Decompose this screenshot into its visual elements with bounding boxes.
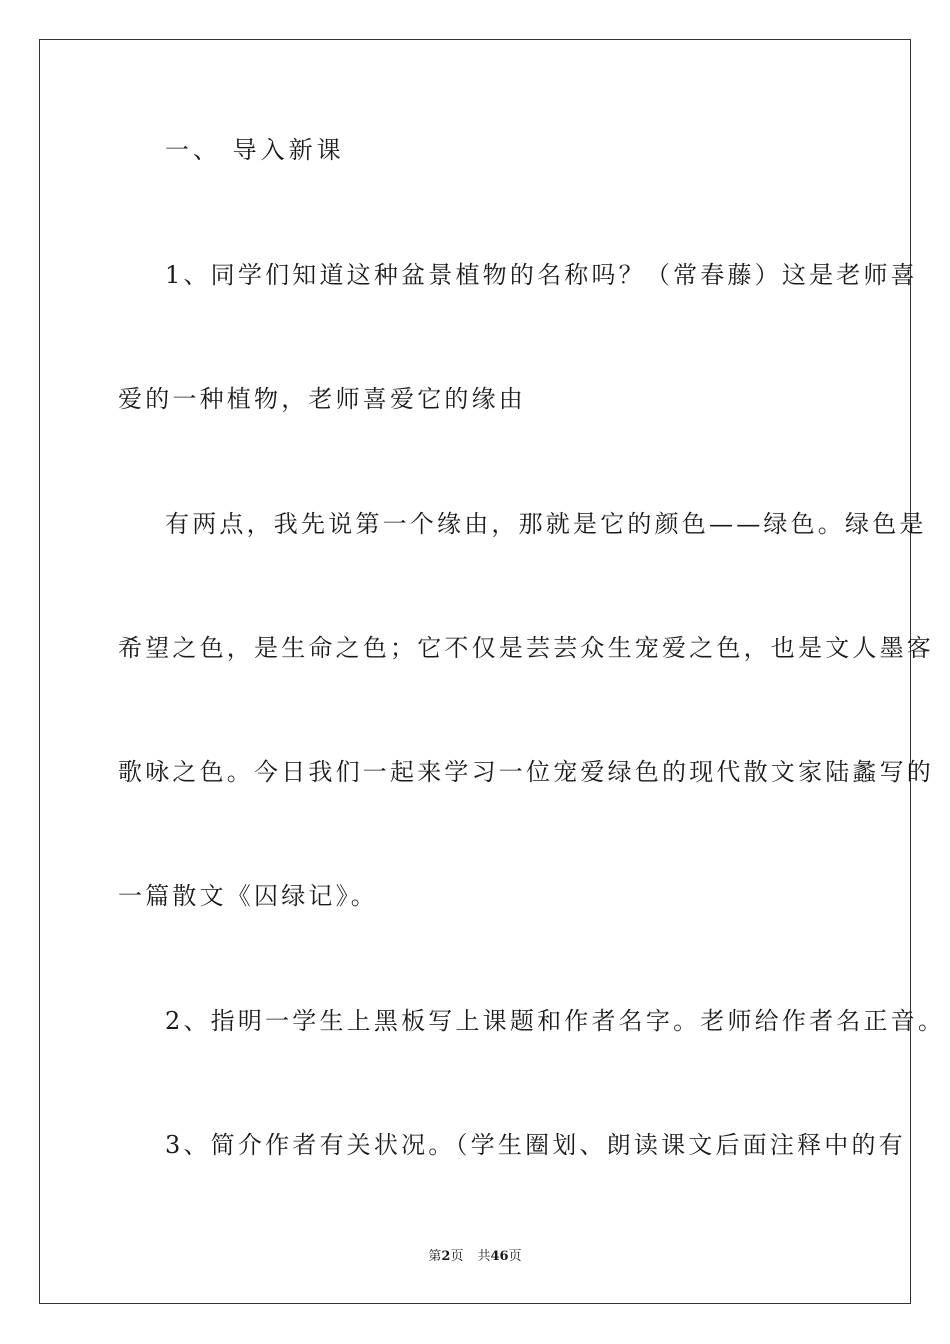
section-heading: 一、 导入新课: [165, 136, 345, 164]
paragraph-line-8: 3、简介作者有关状况。（学生圈划、朗读课文后面注释中的有: [165, 1131, 906, 1159]
paragraph-line-3: 有两点，我先说第一个缘由，那就是它的颜色——绿色。绿色是: [165, 510, 927, 538]
paragraph-line-5: 歌咏之色。今日我们一起来学习一位宠爱绿色的现代散文家陆蠡写的: [118, 758, 934, 786]
paragraph-line-2: 爱的一种植物，老师喜爱它的缘由: [118, 385, 526, 413]
footer-page-suffix: 页: [450, 1249, 464, 1264]
footer-total-suffix: 页: [508, 1249, 522, 1264]
page-border: [39, 39, 911, 1304]
paragraph-line-6: 一篇散文《囚绿记》。: [118, 882, 378, 910]
paragraph-line-1: 1、同学们知道这种盆景植物的名称吗？（常春藤）这是老师喜: [165, 261, 918, 289]
footer-page-prefix: 第: [428, 1249, 442, 1264]
footer-total-prefix: 共: [477, 1249, 491, 1264]
paragraph-line-7: 2、指明一学生上黑板写上课题和作者名字。老师给作者名正音。: [165, 1007, 946, 1035]
page-footer: [0, 1249, 950, 1265]
paragraph-line-4: 希望之色，是生命之色；它不仅是芸芸众生宠爱之色，也是文人墨客: [118, 634, 934, 662]
footer-page-number: 2: [441, 1249, 451, 1264]
footer-total-pages: 46: [490, 1249, 509, 1264]
